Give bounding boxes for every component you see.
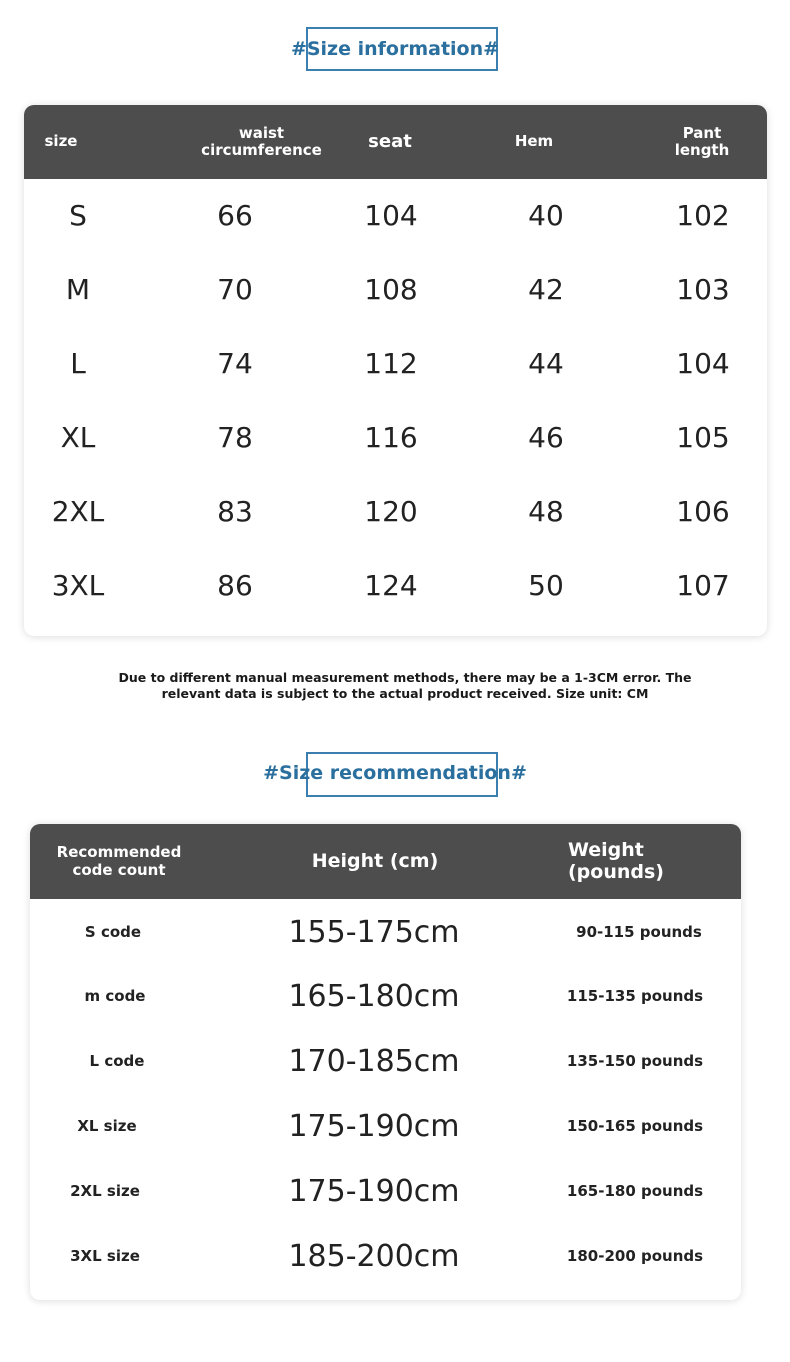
table-cell: 70 (217, 272, 253, 306)
size-info-table (24, 105, 767, 636)
rec-code-cell: XL size (77, 1117, 137, 1135)
rec-height-cell: 175-190cm (288, 1173, 460, 1209)
table-cell: 42 (528, 272, 564, 306)
rec-code-cell: 3XL size (70, 1247, 140, 1265)
header-seat: seat (368, 130, 412, 152)
rec-weight-cell: 180-200 pounds (566, 1247, 704, 1265)
table-cell: 102 (676, 198, 730, 232)
table-cell: 48 (528, 494, 564, 528)
size-rec-table-header (30, 824, 741, 899)
rec-code-cell: 2XL size (70, 1182, 140, 1200)
table-cell: 2XL (51, 494, 105, 528)
rec-code-cell: S code (84, 923, 142, 941)
table-cell: 108 (364, 272, 418, 306)
rec-weight-cell: 150-165 pounds (566, 1117, 704, 1135)
table-cell: 40 (528, 198, 564, 232)
measurement-note: Due to different manual measurement methods, there may be a 1-3CM error. The relevant data is subject to the actual product received. Size unit: CM (118, 670, 692, 701)
rec-height-cell: 170-185cm (288, 1043, 460, 1079)
table-cell: 116 (364, 420, 418, 454)
table-cell: 104 (364, 198, 418, 232)
table-cell: 74 (217, 346, 253, 380)
header-waist: waist circumference (201, 123, 322, 159)
size-rec-table (30, 824, 741, 1300)
table-cell: 66 (217, 198, 253, 232)
table-cell: 120 (364, 494, 418, 528)
header-pant-length: Pant length (674, 123, 730, 159)
table-cell: 46 (528, 420, 564, 454)
rec-height-cell: 185-200cm (288, 1238, 460, 1274)
header-height: Height (cm) (311, 849, 439, 872)
table-cell: M (65, 272, 91, 306)
header-code-count: Recommended code count (56, 843, 182, 879)
table-cell: 104 (676, 346, 730, 380)
table-cell: 103 (676, 272, 730, 306)
rec-weight-cell: 135-150 pounds (566, 1052, 704, 1070)
rec-height-cell: 175-190cm (288, 1108, 460, 1144)
rec-weight-cell: 115-135 pounds (566, 987, 704, 1005)
rec-weight-cell: 90-115 pounds (576, 923, 702, 941)
table-cell: 124 (364, 568, 418, 602)
table-cell: L (70, 346, 86, 380)
rec-code-cell: m code (84, 987, 146, 1005)
table-cell: XL (60, 420, 96, 454)
rec-code-cell: L code (89, 1052, 145, 1070)
table-cell: 107 (676, 568, 730, 602)
table-cell: 83 (217, 494, 253, 528)
table-cell: 44 (528, 346, 564, 380)
table-cell: 86 (217, 568, 253, 602)
rec-height-cell: 155-175cm (288, 914, 460, 950)
table-cell: 105 (676, 420, 730, 454)
header-hem: Hem (514, 132, 554, 151)
rec-height-cell: 165-180cm (288, 978, 460, 1014)
size-rec-title: #Size recommendation# (263, 762, 527, 784)
size-info-title: #Size information# (290, 38, 500, 60)
size-info-table-header (24, 105, 767, 179)
header-weight: Weight (pounds) (568, 838, 664, 883)
header-size: size (44, 132, 78, 151)
table-cell: S (69, 198, 87, 232)
table-cell: 3XL (51, 568, 105, 602)
table-cell: 78 (217, 420, 253, 454)
table-cell: 50 (528, 568, 564, 602)
rec-weight-cell: 165-180 pounds (566, 1182, 704, 1200)
table-cell: 112 (364, 346, 418, 380)
table-cell: 106 (676, 494, 730, 528)
